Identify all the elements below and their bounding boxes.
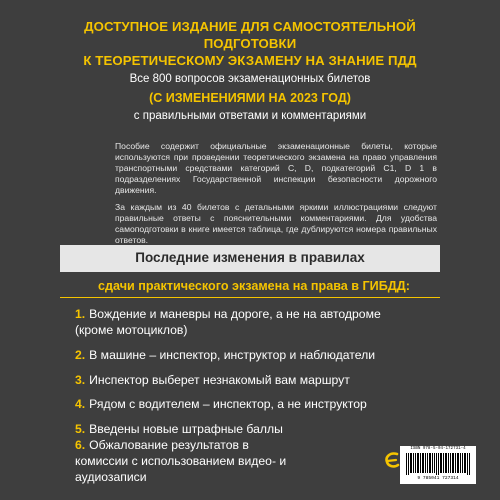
list-item xyxy=(75,437,295,485)
exam-subtitle: сдачи практического экзамена на права в ГИБДД: xyxy=(98,279,410,293)
publisher-logo-icon xyxy=(384,450,400,472)
list-item xyxy=(75,347,405,363)
barcode-bars xyxy=(406,453,470,475)
list-item-number: 5. xyxy=(75,422,86,436)
intro-line-1: Все 800 вопросов экзаменационных билетов xyxy=(129,73,371,85)
headline xyxy=(60,18,440,69)
list-item-text: Вождение и маневры на дороге, а не на автодроме (кроме мотоциклов) xyxy=(75,307,381,337)
list-item xyxy=(75,372,405,388)
list-item-number: 6. xyxy=(75,438,86,452)
changes-banner xyxy=(60,245,440,272)
description-paragraph-1: Пособие содержит официальные экзаменационные билеты, которые используются при проведении теоретического экзамена на право управления транспортными средствами категорий C, D, подкатегорий C1, D 1 в подразделениях Государственной инспекции безопасности дорожного движения. xyxy=(115,141,437,195)
list-item-text: Введены новые штрафные баллы xyxy=(89,422,283,436)
intro-line-3: с правильными ответами и комментариями xyxy=(133,110,367,122)
list-item-text: Инспектор выберет незнакомый вам маршрут xyxy=(89,373,350,387)
list-item-number: 3. xyxy=(75,373,86,387)
ean-number: 9 785041 727314 xyxy=(417,476,459,481)
list-item xyxy=(75,421,405,437)
headline-line-2: К ТЕОРЕТИЧЕСКОМУ ЭКЗАМЕНУ НА ЗНАНИЕ ПДД xyxy=(83,53,417,68)
banner-title: Последние изменения в правилах xyxy=(135,250,365,265)
list-item-text: В машине – инспектор, инструктор и наблюдатели xyxy=(89,348,376,362)
subtitle-divider xyxy=(60,297,440,298)
list-item-text: Обжалование результатов в комиссии с использованием видео- и аудиозаписи xyxy=(75,438,287,484)
intro-highlight: (С ИЗМЕНЕНИЯМИ НА 2023 ГОД) xyxy=(149,91,351,105)
list-item-number: 4. xyxy=(75,397,86,411)
list-item xyxy=(75,396,405,412)
description-paragraph-2: За каждым из 40 билетов с детальными яркими иллюстрациями следуют правильные ответы с пояснительными комментариями. Для удобства самоподготовки в книге имеется таблица, где дублируются номера правильных ответов. xyxy=(115,202,437,245)
list-item-text: Рядом с водителем – инспектор, а не инструктор xyxy=(89,397,367,411)
list-item-number: 1. xyxy=(75,307,86,321)
headline-line-1: ДОСТУПНОЕ ИЗДАНИЕ ДЛЯ САМОСТОЯТЕЛЬНОЙ ПОДГОТОВКИ xyxy=(84,19,416,51)
list-item xyxy=(75,306,405,338)
description xyxy=(115,141,437,252)
isbn-label: ISBN 978-5-04-172731-4 xyxy=(410,447,466,451)
list-item-number: 2. xyxy=(75,348,86,362)
intro-block xyxy=(60,72,440,124)
barcode xyxy=(400,446,476,484)
